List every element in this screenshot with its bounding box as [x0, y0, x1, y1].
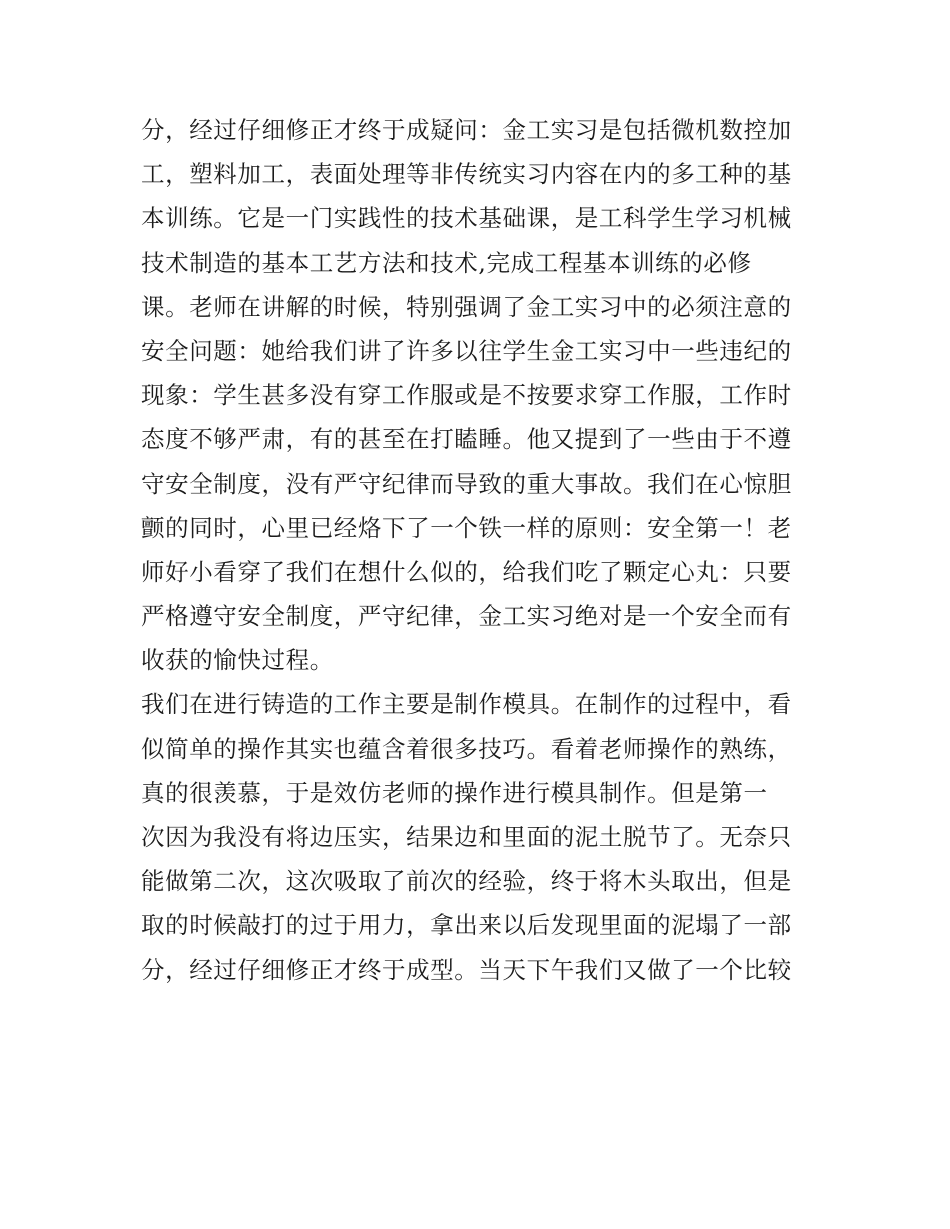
text-line: 本训练。它是一门实践性的技术基础课，是工科学生学习机械: [141, 204, 792, 233]
text-line: 现象：学生甚多没有穿工作服或是不按要求穿工作服，工作时: [141, 381, 792, 410]
text-line: 似简单的操作其实也蕴含着很多技巧。看着老师操作的熟练，: [141, 734, 792, 763]
text-line: 课。老师在讲解的时候，特别强调了金工实习中的必须注意的: [141, 292, 792, 321]
text-line: 次因为我没有将边压实，结果边和里面的泥土脱节了。无奈只: [141, 823, 792, 851]
text-line: 态度不够严肃，有的甚至在打瞌睡。他又提到了一些由于不遵: [141, 425, 792, 454]
text-line: 技术制造的基本工艺方法和技术,完成工程基本训练的必修: [141, 248, 752, 277]
text-line: 我们在进行铸造的工作主要是制作模具。在制作的过程中，看: [141, 690, 792, 719]
text-line: 分，经过仔细修正才终于成疑问：金工实习是包括微机数控加: [141, 116, 792, 144]
text-line: 严格遵守安全制度，严守纪律，金工实习绝对是一个安全而有: [141, 602, 792, 631]
text-line: 能做第二次，这次吸取了前次的经验，终于将木头取出，但是: [141, 867, 792, 896]
text-line: 师好小看穿了我们在想什么似的，给我们吃了颗定心丸：只要: [141, 557, 792, 586]
text-line: 守安全制度，没有严守纪律而导致的重大事故。我们在心惊胆: [141, 469, 792, 498]
text-line: 真的很羡慕，于是效仿老师的操作进行模具制作。但是第一: [141, 778, 768, 807]
text-line: 分，经过仔细修正才终于成型。当天下午我们又做了一个比较: [141, 955, 792, 984]
text-line: 安全问题：她给我们讲了许多以往学生金工实习中一些违纪的: [141, 336, 792, 365]
text-line: 收获的愉快过程。: [141, 646, 334, 675]
body-text: [141, 108, 821, 992]
text-line: 工，塑料加工，表面处理等非传统实习内容在内的多工种的基: [141, 160, 792, 189]
text-line: 取的时候敲打的过于用力，拿出来以后发现里面的泥塌了一部: [141, 911, 792, 940]
text-line: 颤的同时，心里已经烙下了一个铁一样的原则：安全第一！老: [141, 513, 792, 542]
